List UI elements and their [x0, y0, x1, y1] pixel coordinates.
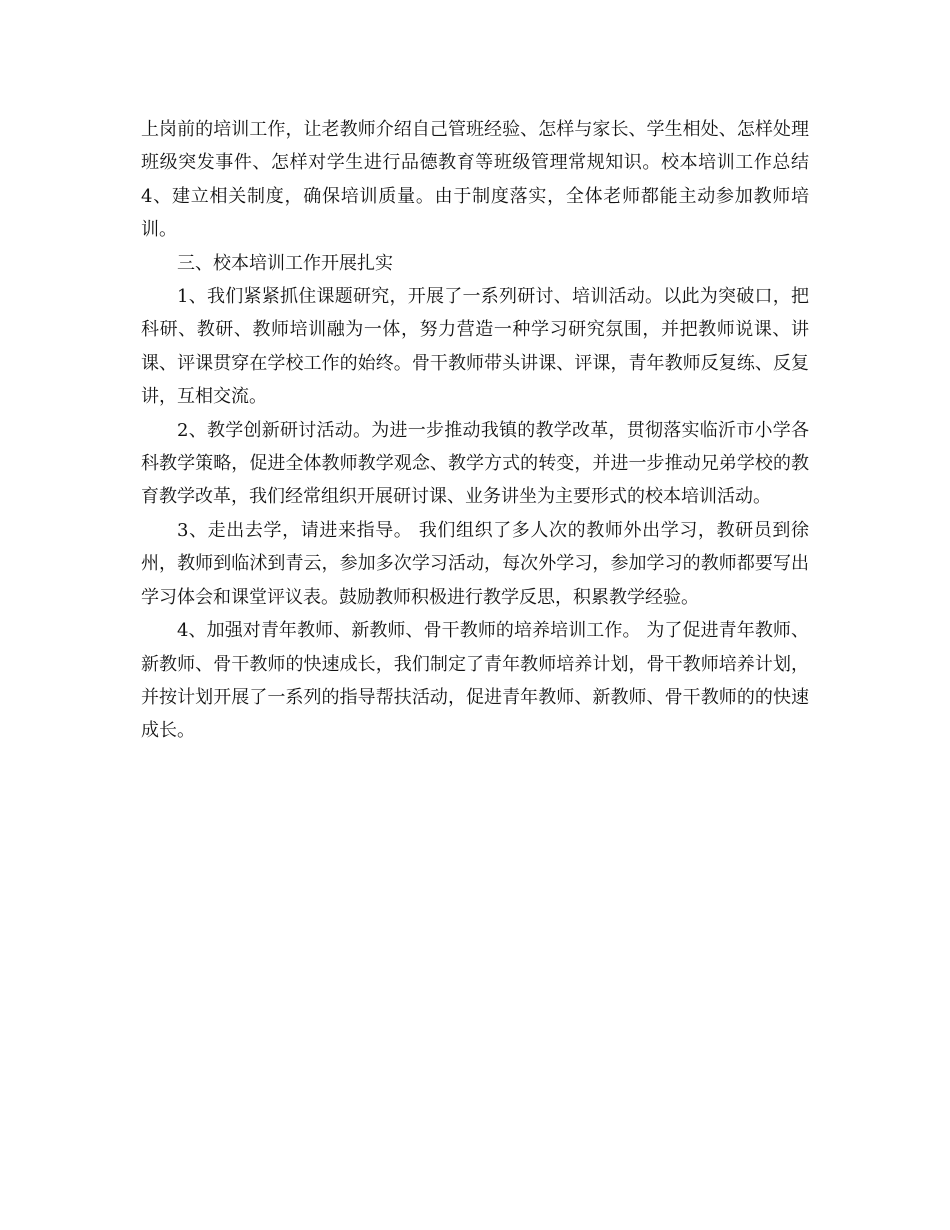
section-heading-3: 三、校本培训工作开展扎实 [177, 252, 393, 274]
paragraph-item-3: 3、走出去学，请进来指导。 我们组织了多人次的教师外出学习，教研员到徐州，教师到临沭到青云，参加多次学习活动，每次外学习，参加学习的教师都要写出学习体会和课堂评议表。鼓励教师积极进行教学反思，积累教学经验。 [141, 519, 809, 608]
paragraph-item-2: 2、教学创新研讨活动。为进一步推动我镇的教学改革，贯彻落实临沂市小学各科教学策略，促进全体教师教学观念、教学方式的转变，并进一步推动兄弟学校的教育教学改革，我们经常组织开展研讨课、业务讲坐为主要形式的校本培训活动。 [141, 419, 809, 508]
paragraph-continuation: 上岗前的培训工作，让老教师介绍自己管班经验、怎样与家长、学生相处、怎样处理班级突发事件、怎样对学生进行品德教育等班级管理常规知识。校本培训工作总结4、建立相关制度，确保培训质量。由于制度落实，全体老师都能主动参加教师培训。 [141, 119, 809, 241]
paragraph-item-4: 4、加强对青年教师、新教师、骨干教师的培养培训工作。 为了促进青年教师、新教师、骨干教师的快速成长，我们制定了青年教师培养计划，骨干教师培养计划，并按计划开展了一系列的指导帮扶活动，促进青年教师、新教师、骨干教师的的快速成长。 [141, 620, 809, 742]
paragraph-item-1: 1、我们紧紧抓住课题研究，开展了一系列研讨、培训活动。以此为突破口，把科研、教研、教师培训融为一体，努力营造一种学习研究氛围，并把教师说课、讲课、评课贯穿在学校工作的始终。骨干教师带头讲课、评课，青年教师反复练、反复讲，互相交流。 [141, 286, 809, 408]
document-body [141, 113, 809, 748]
